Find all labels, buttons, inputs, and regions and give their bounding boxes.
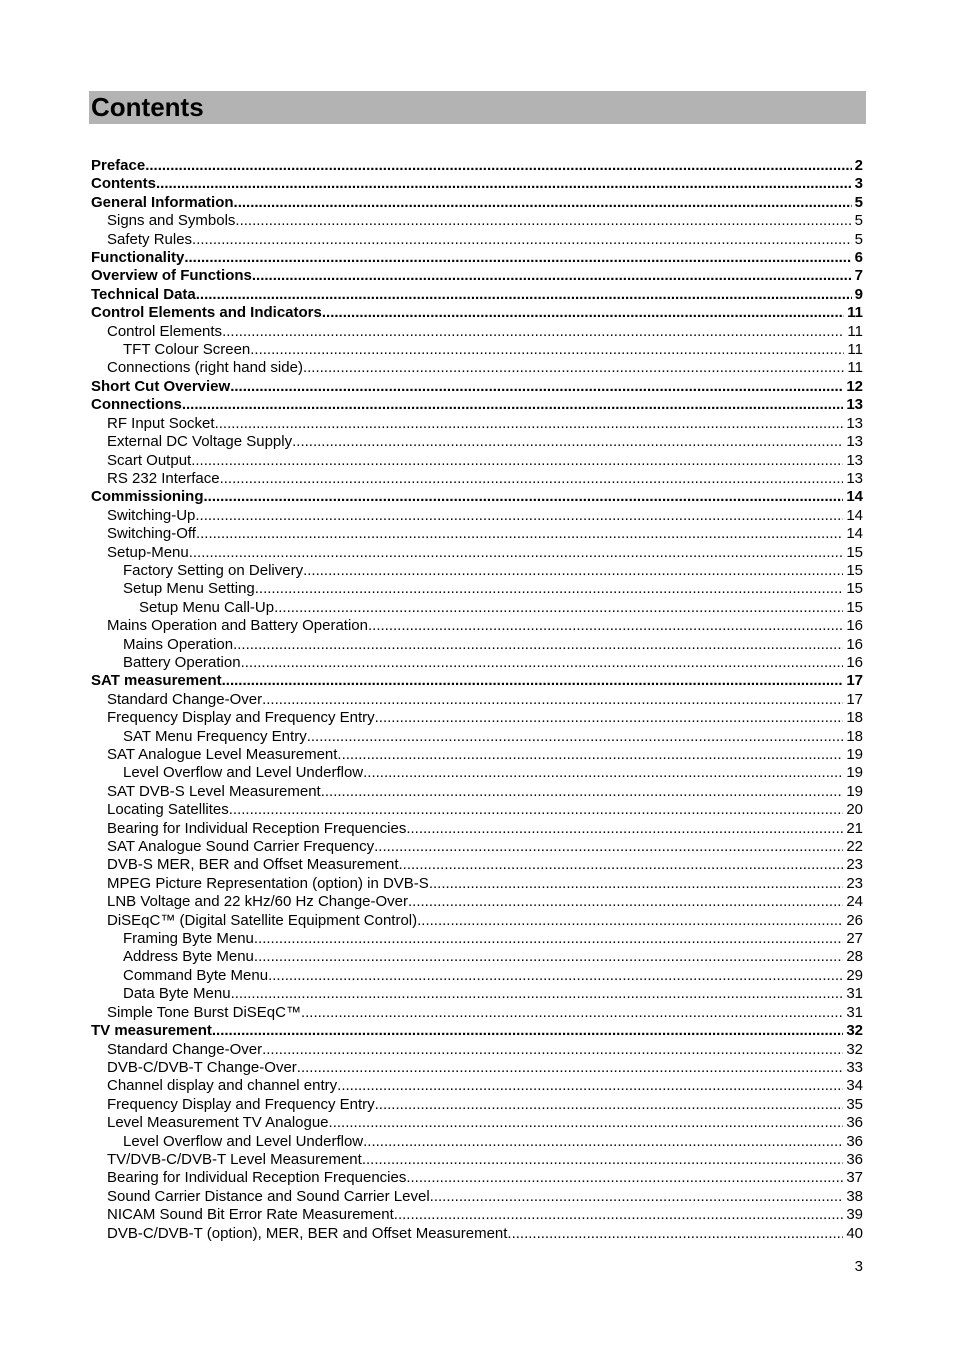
toc-dot-leader [262, 1041, 843, 1059]
toc-entry[interactable] [91, 672, 863, 690]
toc-entry[interactable] [91, 415, 863, 433]
toc-entry-page: 17 [846, 690, 863, 708]
toc-entry-page: 15 [846, 598, 863, 616]
toc-entry-page: 7 [854, 267, 863, 285]
toc-entry-title: Command Byte Menu [123, 966, 269, 984]
toc-entry-page: 13 [846, 396, 863, 414]
toc-entry-page: 16 [846, 653, 863, 671]
toc-entry-title: Level Measurement TV Analogue [107, 1114, 329, 1132]
toc-entry[interactable] [91, 967, 863, 985]
toc-entry[interactable] [91, 599, 863, 617]
toc-entry-page: 39 [846, 1206, 863, 1224]
toc-entry[interactable] [91, 691, 863, 709]
toc-entry-page: 36 [846, 1150, 863, 1168]
toc-entry[interactable] [91, 838, 863, 856]
toc-entry-title: Short Cut Overview [91, 377, 231, 395]
toc-entry-title: Contents [91, 175, 156, 193]
toc-entry-page: 6 [854, 249, 863, 267]
toc-dot-leader [303, 359, 844, 377]
toc-entry-page: 22 [846, 838, 863, 856]
toc-dot-leader [394, 1206, 844, 1224]
toc-entry-page: 23 [846, 856, 863, 874]
page-number: 3 [854, 1258, 863, 1275]
toc-entry[interactable] [91, 948, 863, 966]
toc-dot-leader [429, 875, 844, 893]
toc-entry-page: 18 [846, 727, 863, 745]
toc-entry-title: TV measurement [91, 1022, 212, 1040]
toc-entry[interactable] [91, 507, 863, 525]
toc-entry-page: 5 [854, 230, 863, 248]
toc-dot-leader [274, 599, 843, 617]
toc-entry[interactable] [91, 175, 863, 193]
toc-entry[interactable] [91, 617, 863, 635]
toc-entry-page: 28 [846, 948, 863, 966]
toc-entry-title: Level Overflow and Level Underflow [123, 1132, 364, 1150]
toc-entry[interactable] [91, 359, 863, 377]
toc-entry-title: Setup Menu Call-Up [139, 598, 275, 616]
toc-dot-leader [241, 654, 844, 672]
toc-entry[interactable] [91, 746, 863, 764]
toc-entry[interactable] [91, 231, 863, 249]
toc-entry-page: 11 [847, 359, 863, 377]
toc-entry[interactable] [91, 1041, 863, 1059]
toc-entry-page: 15 [846, 561, 863, 579]
toc-entry[interactable] [91, 1022, 863, 1040]
toc-entry[interactable] [91, 1225, 863, 1243]
toc-dot-leader [363, 764, 843, 782]
toc-entry[interactable] [91, 323, 863, 341]
toc-entry-page: 35 [846, 1095, 863, 1113]
toc-dot-leader [268, 967, 843, 985]
toc-entry-title: TV/DVB-C/DVB-T Level Measurement [107, 1150, 362, 1168]
toc-entry[interactable] [91, 488, 863, 506]
toc-entry-title: SAT Analogue Level Measurement [107, 746, 338, 763]
toc-entry[interactable] [91, 1096, 863, 1114]
toc-entry-title: Mains Operation [123, 635, 234, 653]
toc-entry-title: Channel display and channel entry [107, 1077, 338, 1095]
toc-entry-title: Data Byte Menu [123, 985, 231, 1003]
toc-entry-page: 17 [846, 672, 863, 690]
toc-entry[interactable] [91, 1188, 863, 1206]
toc-entry-page: 11 [847, 304, 863, 322]
toc-dot-leader [182, 396, 843, 414]
toc-entry[interactable] [91, 1114, 863, 1132]
toc-entry-page: 14 [846, 525, 863, 543]
toc-dot-leader [303, 562, 843, 580]
toc-dot-leader [408, 893, 843, 911]
toc-entry-page: 16 [846, 617, 863, 635]
toc-entry[interactable] [91, 1169, 863, 1187]
toc-entry-title: Safety Rules [107, 230, 193, 248]
toc-entry[interactable] [91, 875, 863, 893]
toc-entry-page: 15 [846, 580, 863, 598]
toc-entry-title: Preface [91, 157, 146, 174]
toc-entry-title: Bearing for Individual Reception Frequencies [107, 819, 407, 837]
toc-entry-title: RS 232 Interface [107, 469, 220, 487]
toc-entry-page: 13 [846, 451, 863, 469]
toc-entry-title: Level Overflow and Level Underflow [123, 764, 364, 782]
toc-dot-leader [406, 820, 843, 838]
toc-dot-leader [406, 1169, 843, 1187]
toc-entry[interactable] [91, 1077, 863, 1095]
toc-entry-page: 12 [846, 377, 863, 395]
toc-dot-leader [191, 452, 843, 470]
toc-dot-leader [222, 672, 844, 690]
toc-dot-leader [184, 249, 851, 267]
toc-entry-title: Setup Menu Setting [123, 580, 255, 598]
toc-entry[interactable] [91, 893, 863, 911]
toc-dot-leader [229, 801, 844, 819]
toc-entry-title: MPEG Picture Representation (option) in DVB-S [107, 874, 429, 892]
toc-dot-leader [362, 1151, 844, 1169]
toc-entry-page: 26 [846, 911, 863, 929]
toc-entry-title: Standard Change-Over [107, 1040, 263, 1058]
toc-entry-title: RF Input Socket [107, 414, 215, 432]
toc-entry-page: 31 [846, 1003, 863, 1021]
toc-entry[interactable] [91, 1151, 863, 1169]
toc-entry-title: SAT Menu Frequency Entry [123, 727, 307, 745]
toc-entry[interactable] [91, 433, 863, 451]
toc-entry-title: Commissioning [91, 488, 204, 506]
contents-heading-bar [89, 91, 866, 124]
toc-entry[interactable] [91, 912, 863, 930]
toc-entry[interactable] [91, 654, 863, 672]
toc-entry-title: General Information [91, 193, 234, 211]
toc-entry[interactable] [91, 249, 863, 267]
toc-dot-leader [321, 783, 844, 801]
toc-entry[interactable] [91, 267, 863, 285]
toc-dot-leader [195, 507, 843, 525]
toc-entry[interactable] [91, 194, 863, 212]
toc-entry-page: 36 [846, 1114, 863, 1132]
toc-entry-title: External DC Voltage Supply [107, 433, 293, 451]
toc-entry-page: 40 [846, 1224, 863, 1242]
toc-entry-title: Locating Satellites [107, 801, 229, 819]
toc-entry-title: Connections [91, 396, 182, 414]
toc-entry[interactable] [91, 1059, 863, 1077]
page-title: Contents [91, 92, 204, 122]
toc-entry-page: 9 [854, 285, 863, 303]
toc-entry-page: 15 [846, 543, 863, 561]
toc-dot-leader [307, 728, 844, 746]
toc-entry-title: Control Elements [107, 322, 223, 340]
toc-entry[interactable] [91, 783, 863, 801]
toc-entry-page: 27 [846, 930, 863, 948]
toc-dot-leader [399, 856, 844, 874]
toc-entry-page: 14 [846, 506, 863, 524]
toc-entry[interactable] [91, 709, 863, 727]
toc-entry-page: 38 [846, 1187, 863, 1205]
toc-entry-title: SAT DVB-S Level Measurement [107, 782, 321, 800]
toc-entry-page: 32 [846, 1022, 863, 1040]
toc-entry-page: 13 [846, 433, 863, 451]
toc-entry[interactable] [91, 580, 863, 598]
toc-dot-leader [254, 930, 843, 948]
toc-entry-page: 3 [854, 175, 863, 193]
toc-entry-title: Sound Carrier Distance and Sound Carrier Level [107, 1187, 430, 1205]
toc-entry-page: 23 [846, 874, 863, 892]
toc-entry-title: Battery Operation [123, 653, 241, 671]
toc-entry-page: 2 [854, 157, 863, 174]
toc-entry-title: Framing Byte Menu [123, 930, 254, 948]
toc-entry[interactable] [91, 1133, 863, 1151]
toc-entry-title: Setup-Menu [107, 543, 189, 561]
toc-dot-leader [220, 470, 844, 488]
toc-entry-title: Technical Data [91, 285, 196, 303]
toc-dot-leader [297, 1059, 844, 1077]
toc-entry[interactable] [91, 470, 863, 488]
toc-entry-title: Factory Setting on Delivery [123, 561, 304, 579]
toc-entry-page: 11 [847, 341, 863, 359]
toc-entry-page: 5 [854, 193, 863, 211]
toc-dot-leader [212, 1022, 843, 1040]
toc-entry-page: 37 [846, 1169, 863, 1187]
toc-entry-title: DVB-S MER, BER and Offset Measurement [107, 856, 399, 874]
toc-entry-title: Address Byte Menu [123, 948, 254, 966]
toc-entry-page: 21 [846, 819, 863, 837]
toc-dot-leader [145, 157, 851, 175]
toc-entry[interactable] [91, 341, 863, 359]
toc-entry[interactable] [91, 212, 863, 230]
toc-entry-title: NICAM Sound Bit Error Rate Measurement [107, 1206, 394, 1224]
toc-entry-page: 32 [846, 1040, 863, 1058]
toc-dot-leader [233, 636, 843, 654]
toc-entry-title: Functionality [91, 249, 185, 267]
toc-entry-title: DVB-C/DVB-T Change-Over [107, 1058, 297, 1076]
toc-entry[interactable] [91, 452, 863, 470]
toc-entry-title: TFT Colour Screen [123, 341, 251, 359]
toc-dot-leader [329, 1114, 844, 1132]
toc-entry-title: DVB-C/DVB-T (option), MER, BER and Offset Measurement [107, 1224, 508, 1242]
toc-dot-leader [222, 323, 844, 341]
toc-dot-leader [196, 286, 852, 304]
toc-entry[interactable] [91, 378, 863, 396]
toc-entry[interactable] [91, 820, 863, 838]
toc-dot-leader [375, 709, 844, 727]
toc-dot-leader [292, 433, 843, 451]
toc-dot-leader [156, 175, 852, 193]
toc-dot-leader [252, 267, 852, 285]
toc-dot-leader [215, 415, 844, 433]
toc-dot-leader [235, 212, 851, 230]
toc-entry[interactable] [91, 985, 863, 1003]
toc-entry-page: 19 [846, 746, 863, 763]
toc-dot-leader [337, 1077, 843, 1095]
toc-entry-title: Overview of Functions [91, 267, 252, 285]
toc-entry-title: Switching-Off [107, 525, 196, 543]
toc-entry[interactable] [91, 562, 863, 580]
toc-entry[interactable] [91, 1004, 863, 1022]
toc-entry[interactable] [91, 636, 863, 654]
toc-dot-leader [507, 1225, 843, 1243]
toc-entry-page: 19 [846, 782, 863, 800]
toc-dot-leader [192, 231, 852, 249]
toc-entry-page: 14 [846, 488, 863, 506]
toc-entry[interactable] [91, 396, 863, 414]
toc-entry[interactable] [91, 157, 863, 175]
toc-entry-title: SAT measurement [91, 672, 222, 690]
toc-entry[interactable] [91, 856, 863, 874]
toc-entry[interactable] [91, 304, 863, 322]
toc-dot-leader [375, 1096, 844, 1114]
toc-entry-page: 16 [846, 635, 863, 653]
toc-entry[interactable] [91, 1206, 863, 1224]
toc-entry-title: Bearing for Individual Reception Frequencies [107, 1169, 407, 1187]
toc-dot-leader [189, 544, 844, 562]
toc-entry-title: Switching-Up [107, 506, 196, 524]
toc-entry[interactable] [91, 286, 863, 304]
toc-dot-leader [231, 985, 844, 1003]
toc-dot-leader [368, 617, 843, 635]
toc-dot-leader [196, 525, 843, 543]
toc-entry-page: 19 [846, 764, 863, 782]
toc-entry-title: Mains Operation and Battery Operation [107, 617, 368, 635]
toc-dot-leader [337, 746, 843, 764]
toc-entry-title: SAT Analogue Sound Carrier Frequency [107, 838, 375, 856]
toc-dot-leader [262, 691, 843, 709]
toc-entry-title: Frequency Display and Frequency Entry [107, 1095, 375, 1113]
toc-entry-page: 18 [846, 709, 863, 727]
toc-entry-title: Signs and Symbols [107, 212, 236, 230]
toc-entry-title: LNB Voltage and 22 kHz/60 Hz Change-Over [107, 893, 409, 911]
toc-entry[interactable] [91, 544, 863, 562]
table-of-contents [91, 157, 863, 1243]
toc-dot-leader [430, 1188, 844, 1206]
toc-dot-leader [301, 1004, 843, 1022]
toc-dot-leader [250, 341, 844, 359]
toc-entry[interactable] [91, 801, 863, 819]
toc-entry-title: Scart Output [107, 451, 192, 469]
toc-entry-page: 5 [854, 212, 863, 230]
toc-entry-title: Standard Change-Over [107, 690, 263, 708]
toc-dot-leader [417, 912, 843, 930]
toc-entry-title: Control Elements and Indicators [91, 304, 322, 322]
toc-entry-title: Simple Tone Burst DiSEqC™ [107, 1003, 301, 1021]
toc-dot-leader [234, 194, 852, 212]
toc-entry-title: DiSEqC™ (Digital Satellite Equipment Control) [107, 911, 418, 929]
toc-entry-page: 34 [846, 1077, 863, 1095]
toc-entry-page: 36 [846, 1132, 863, 1150]
toc-entry-title: Connections (right hand side) [107, 359, 303, 377]
toc-dot-leader [254, 948, 843, 966]
toc-dot-leader [230, 378, 843, 396]
toc-entry[interactable] [91, 930, 863, 948]
toc-dot-leader [363, 1133, 843, 1151]
toc-entry[interactable] [91, 728, 863, 746]
toc-entry-title: Frequency Display and Frequency Entry [107, 709, 375, 727]
toc-entry-page: 20 [846, 801, 863, 819]
toc-dot-leader [322, 304, 844, 322]
toc-entry-page: 24 [846, 893, 863, 911]
toc-dot-leader [374, 838, 843, 856]
toc-entry-page: 29 [846, 966, 863, 984]
toc-entry-page: 11 [847, 322, 863, 340]
toc-entry-page: 33 [846, 1058, 863, 1076]
toc-entry-page: 13 [846, 469, 863, 487]
toc-entry[interactable] [91, 764, 863, 782]
toc-entry[interactable] [91, 525, 863, 543]
toc-entry-page: 31 [846, 985, 863, 1003]
toc-dot-leader [255, 580, 844, 598]
toc-entry-page: 13 [846, 414, 863, 432]
toc-dot-leader [204, 488, 844, 506]
